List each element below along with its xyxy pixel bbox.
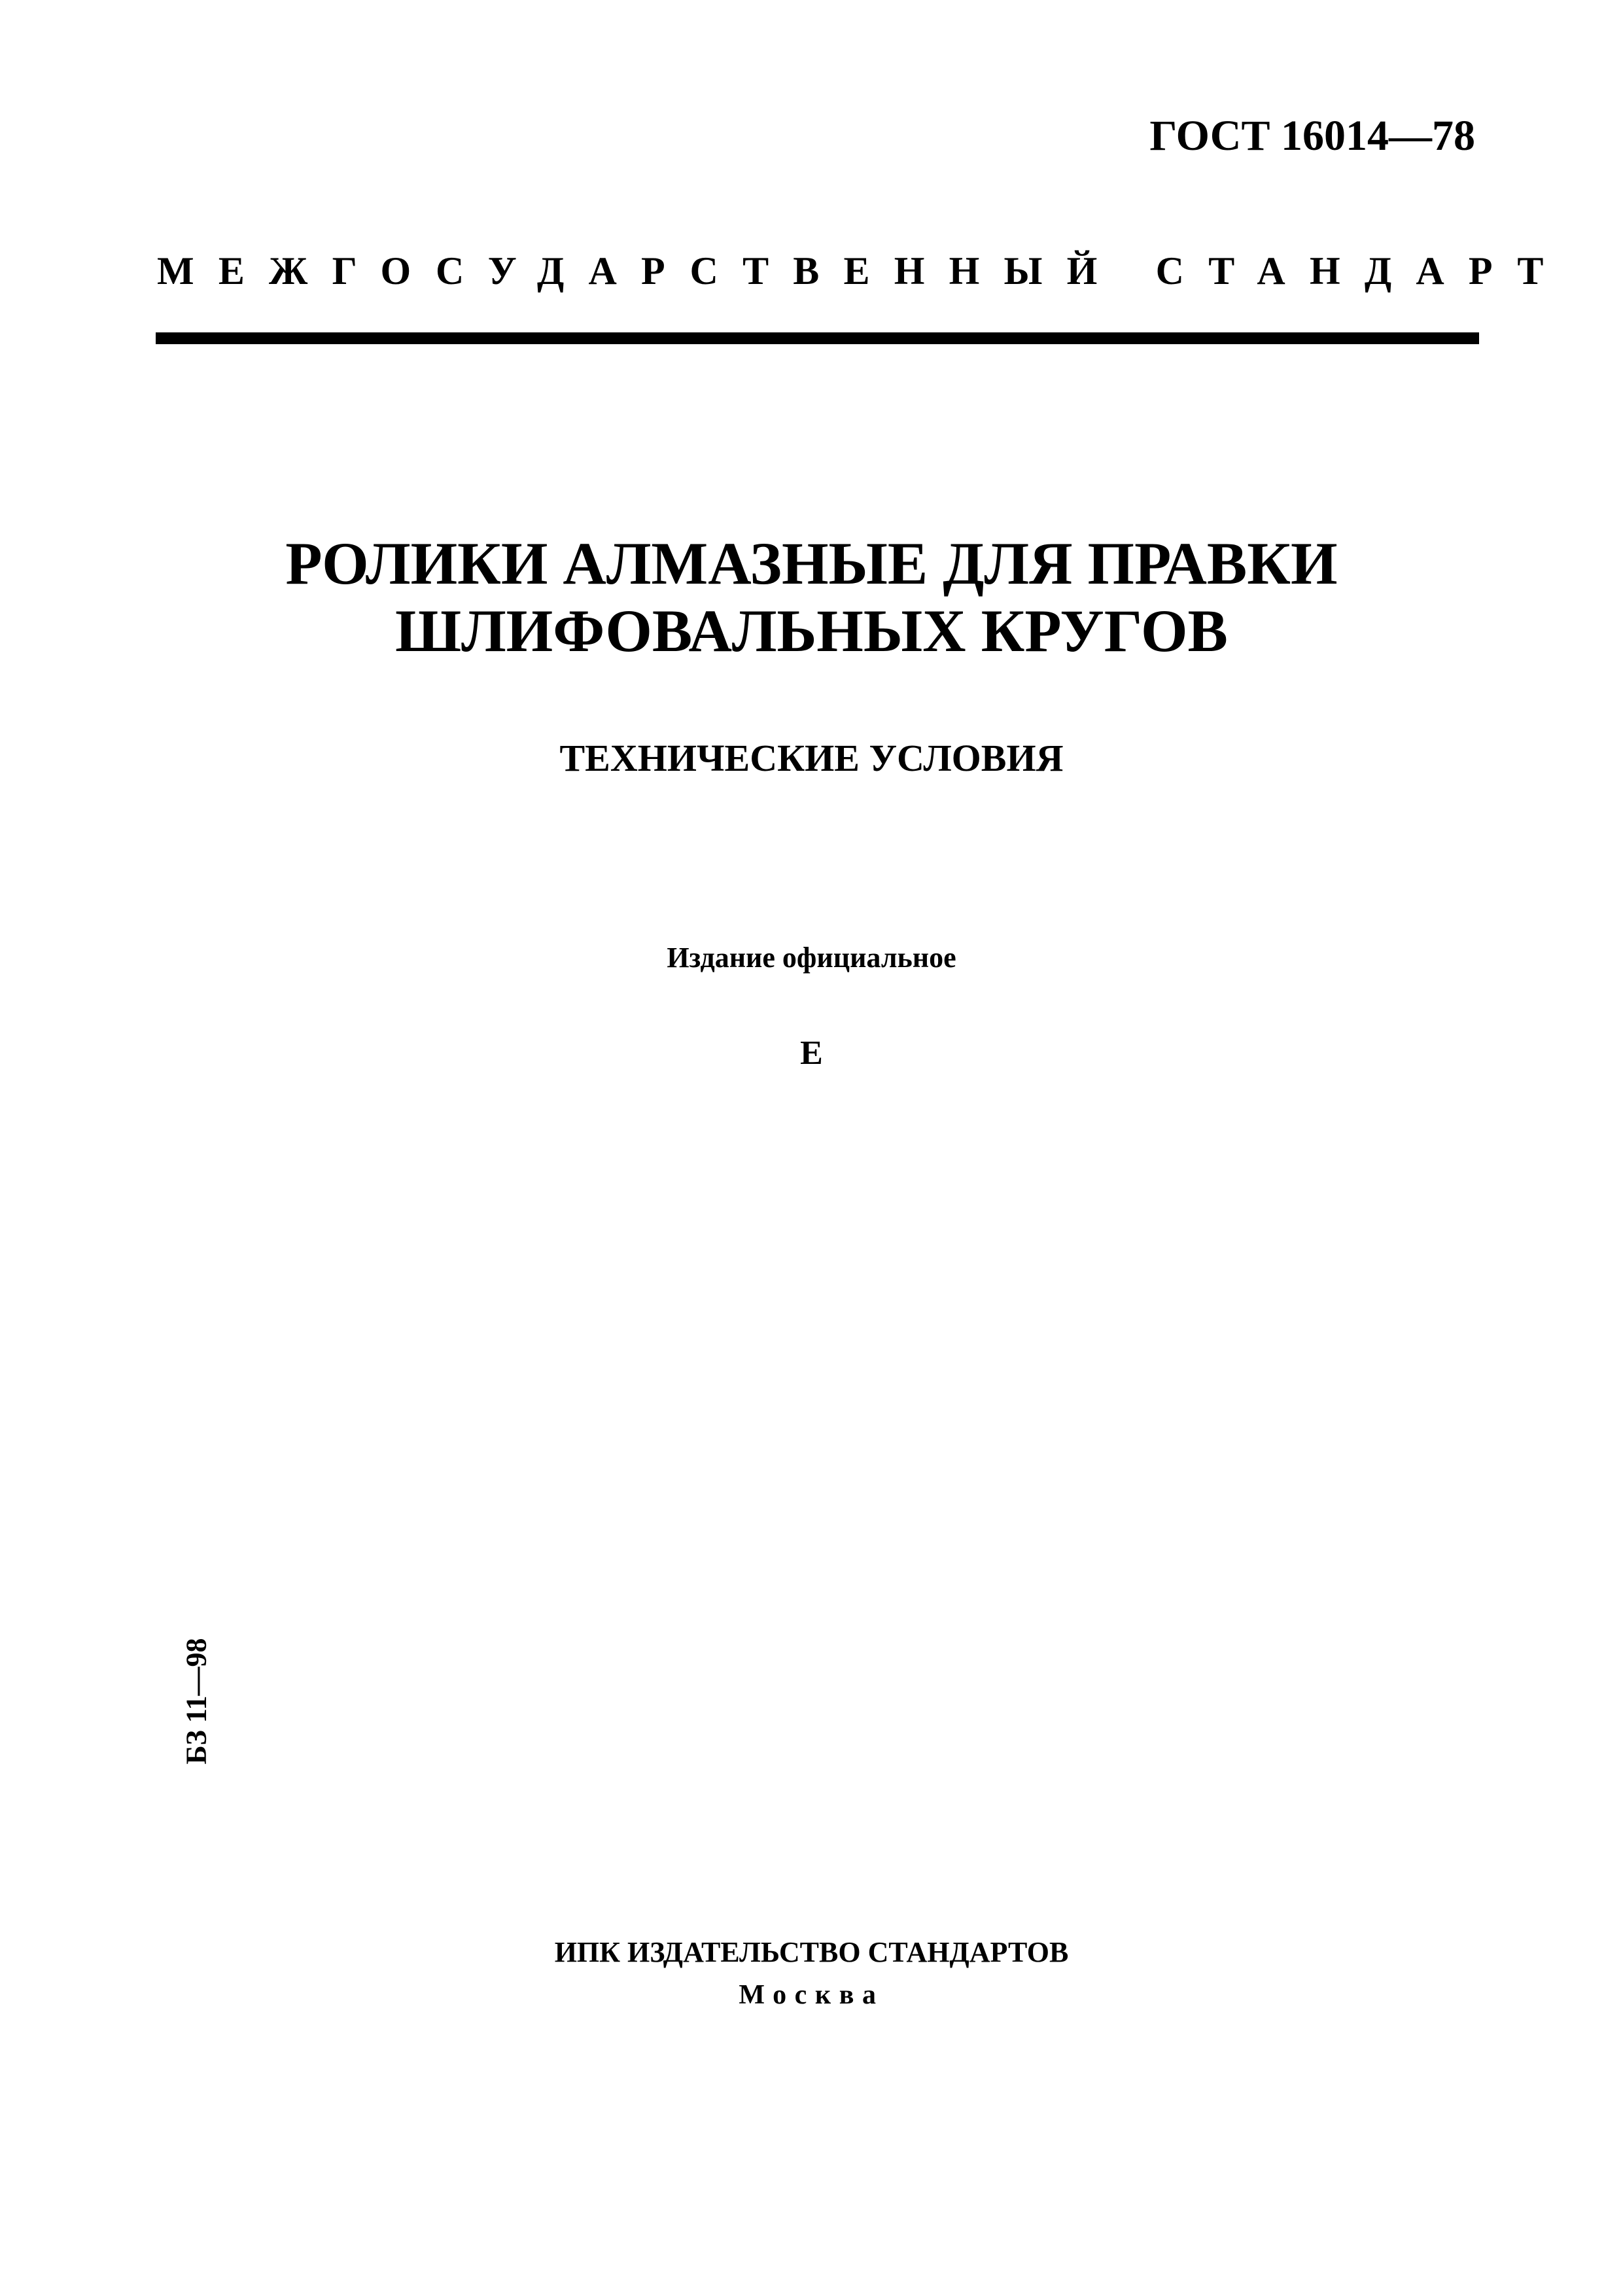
edition-mark: Е [800,1034,823,1072]
side-code-text: БЗ 11—98 [180,1638,213,1765]
edition-label: Издание официальное [667,942,956,974]
publisher-city: Москва [739,1980,884,2010]
side-code [131,1636,262,1767]
document-number: ГОСТ 16014—78 [1149,112,1475,160]
document-title [0,530,1623,665]
header-divider [156,332,1479,344]
title-line-1: РОЛИКИ АЛМАЗНЫЕ ДЛЯ ПРАВКИ [285,530,1338,597]
publisher-name: ИПК ИЗДАТЕЛЬСТВО СТАНДАРТОВ [554,1936,1069,1968]
title-line-2: ШЛИФОВАЛЬНЫХ КРУГОВ [395,597,1228,665]
document-subtitle: ТЕХНИЧЕСКИЕ УСЛОВИЯ [559,737,1064,779]
standard-type-heading: МЕЖГОСУДАРСТВЕННЫЙ СТАНДАРТ [157,249,1568,292]
